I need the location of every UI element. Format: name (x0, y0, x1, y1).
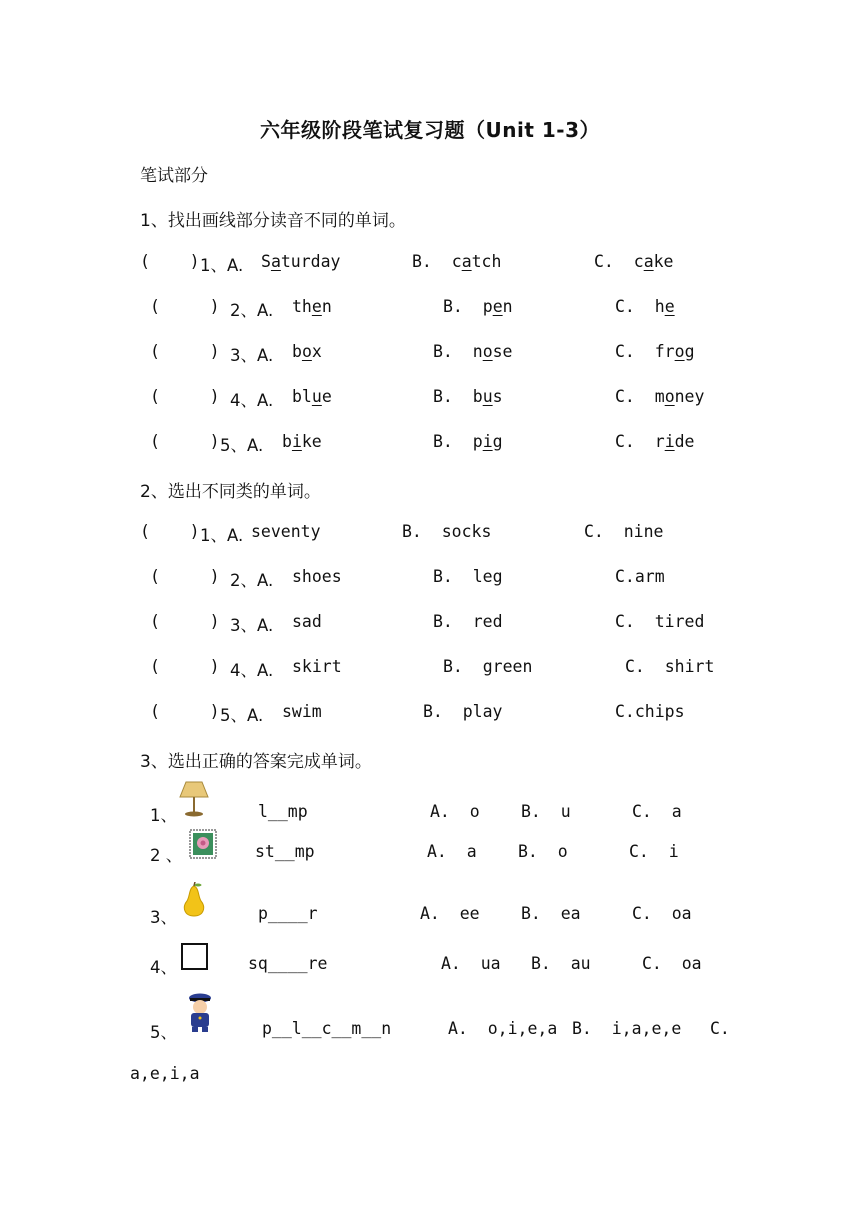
underlined-letter: e (311, 297, 322, 316)
q1-item-3 (0, 342, 860, 366)
blank-word[interactable]: sq____re (248, 954, 328, 973)
word-part: b (472, 387, 483, 406)
underlined-letter: a (643, 252, 654, 271)
word-part: b (292, 342, 302, 361)
q1-item-1 (0, 252, 860, 276)
option-a (282, 432, 322, 451)
word-part: de (674, 432, 695, 451)
blank-word[interactable]: st__mp (255, 842, 315, 861)
option-letter: C. (615, 297, 635, 316)
option-c (615, 387, 704, 406)
blank-word[interactable]: p__l__c__m__n (262, 1019, 392, 1038)
q1-heading: 1、找出画线部分读音不同的单词。 (140, 211, 406, 231)
option-c: C.arm (615, 567, 665, 586)
option-c (615, 432, 695, 451)
option-b: B. green (443, 657, 533, 676)
underlined-letter: e (664, 297, 675, 316)
option-a: A. ua (441, 954, 501, 973)
word-part: e (321, 387, 332, 406)
word-part: se (492, 342, 513, 361)
option-letter: B. (443, 297, 463, 316)
item-number: 5、A. (220, 436, 264, 455)
q3-item-5 (0, 1019, 860, 1043)
option-b (443, 297, 513, 316)
word-part: g (684, 342, 695, 361)
q2-item-5 (0, 702, 860, 726)
answer-bracket[interactable]: ( ) (150, 567, 220, 586)
blank-word[interactable]: p____r (258, 904, 318, 923)
item-number: 3、 (150, 908, 177, 927)
item-number: 5、A. (220, 706, 264, 725)
option-a: A. a (427, 842, 477, 861)
option-c: C. (710, 1019, 730, 1038)
word-part: ke (301, 432, 322, 451)
q3-item-3 (0, 904, 860, 928)
option-b (433, 387, 503, 406)
option-b (433, 432, 503, 451)
option-b: B. play (423, 702, 503, 721)
q2-item-1 (0, 522, 860, 546)
answer-bracket[interactable]: ( ) (150, 657, 220, 676)
option-c: C.chips (615, 702, 685, 721)
option-c: C. i (629, 842, 679, 861)
word-part: n (472, 342, 483, 361)
underlined-letter: a (461, 252, 472, 271)
underlined-letter: a (270, 252, 281, 271)
q3-item-2 (0, 842, 860, 866)
option-b: B. socks (402, 522, 492, 541)
option-b: B. leg (433, 567, 503, 586)
word-part: r (654, 432, 665, 451)
underlined-letter: e (492, 297, 503, 316)
word-part: c (451, 252, 462, 271)
option-a (292, 297, 332, 316)
word-part: ke (653, 252, 674, 271)
option-c: C. oa (642, 954, 702, 973)
page-title: 六年级阶段笔试复习题（Unit 1-3） (260, 118, 600, 142)
option-c: C. oa (632, 904, 692, 923)
word-part: fr (654, 342, 675, 361)
underlined-letter: i (482, 432, 493, 451)
item-number: 3、A. (230, 616, 274, 635)
underlined-letter: o (674, 342, 685, 361)
word-part: n (502, 297, 513, 316)
option-a: shoes (292, 567, 342, 586)
q2-item-3 (0, 612, 860, 636)
q2-item-2 (0, 567, 860, 591)
underlined-letter: o (482, 342, 493, 361)
item-number: 5、 (150, 1023, 177, 1042)
underlined-letter: o (301, 342, 312, 361)
option-letter: B. (412, 252, 432, 271)
option-letter: C. (615, 342, 635, 361)
option-letter: B. (433, 387, 453, 406)
option-c: C. a (632, 802, 682, 821)
word-part: g (492, 432, 503, 451)
answer-bracket[interactable]: ( ) (150, 387, 220, 406)
q1-item-4 (0, 387, 860, 411)
item-number: 4、 (150, 958, 177, 977)
answer-bracket[interactable]: ( ) (150, 432, 220, 451)
word-part: turday (280, 252, 341, 271)
word-part: ney (674, 387, 705, 406)
option-a: seventy (251, 522, 321, 541)
word-part: m (654, 387, 665, 406)
underlined-letter: o (664, 387, 675, 406)
word-part: x (311, 342, 322, 361)
word-part: th (292, 297, 312, 316)
item-number: 4、A. (230, 391, 274, 410)
item-number: 2 、 (150, 846, 183, 865)
blank-word[interactable]: l__mp (258, 802, 308, 821)
word-part: b (282, 432, 292, 451)
item-number: 1、A. (200, 256, 244, 275)
option-b (412, 252, 501, 271)
option-c (594, 252, 674, 271)
q1-item-5 (0, 432, 860, 456)
option-a (261, 252, 340, 271)
option-letter: C. (615, 432, 635, 451)
option-c (615, 342, 695, 361)
word-part: c (633, 252, 644, 271)
q3-item-4 (0, 954, 860, 978)
item-number: 2、A. (230, 571, 274, 590)
underlined-letter: i (291, 432, 302, 451)
q3-item-5-continuation (0, 1064, 860, 1088)
word-part: p (472, 432, 483, 451)
option-c (615, 297, 675, 316)
option-c-value: a,e,i,a (130, 1064, 200, 1083)
option-b: B. i,a,e,e (572, 1019, 682, 1038)
option-b: B. ea (521, 904, 581, 923)
option-a: A. o (430, 802, 480, 821)
underlined-letter: u (482, 387, 493, 406)
option-a: sad (292, 612, 322, 631)
item-number: 4、A. (230, 661, 274, 680)
word-part: n (321, 297, 332, 316)
answer-bracket[interactable]: ( ) (150, 297, 220, 316)
item-number: 1、 (150, 806, 177, 825)
option-letter: B. (433, 432, 453, 451)
item-number: 1、A. (200, 526, 244, 545)
item-number: 2、A. (230, 301, 274, 320)
word-part: h (654, 297, 665, 316)
answer-bracket[interactable]: ( ) (140, 252, 200, 271)
underlined-letter: u (311, 387, 322, 406)
answer-bracket[interactable]: ( ) (150, 342, 220, 361)
q3-item-1 (0, 802, 860, 826)
word-part: bl (292, 387, 312, 406)
section-label: 笔试部分 (140, 166, 208, 186)
answer-bracket[interactable]: ( ) (150, 702, 220, 721)
option-letter: C. (615, 387, 635, 406)
option-a (292, 342, 322, 361)
word-part: s (492, 387, 503, 406)
q3-heading: 3、选出正确的答案完成单词。 (140, 752, 372, 772)
option-a: skirt (292, 657, 342, 676)
option-c: C. nine (584, 522, 664, 541)
option-letter: B. (433, 342, 453, 361)
option-c: C. tired (615, 612, 705, 631)
option-a (292, 387, 332, 406)
q2-heading: 2、选出不同类的单词。 (140, 482, 321, 502)
word-part: S (261, 252, 271, 271)
underlined-letter: i (664, 432, 675, 451)
word-part: p (482, 297, 493, 316)
word-part: tch (471, 252, 502, 271)
item-number: 3、A. (230, 346, 274, 365)
option-b: B. u (521, 802, 571, 821)
option-b: B. red (433, 612, 503, 631)
option-b: B. au (531, 954, 591, 973)
option-letter: C. (594, 252, 614, 271)
q2-item-4 (0, 657, 860, 681)
option-b: B. o (518, 842, 568, 861)
option-b (433, 342, 513, 361)
option-c: C. shirt (625, 657, 715, 676)
option-a: A. ee (420, 904, 480, 923)
answer-bracket[interactable]: ( ) (140, 522, 200, 541)
q1-item-2 (0, 297, 860, 321)
option-a: A. o,i,e,a (448, 1019, 558, 1038)
answer-bracket[interactable]: ( ) (150, 612, 220, 631)
option-a: swim (282, 702, 322, 721)
